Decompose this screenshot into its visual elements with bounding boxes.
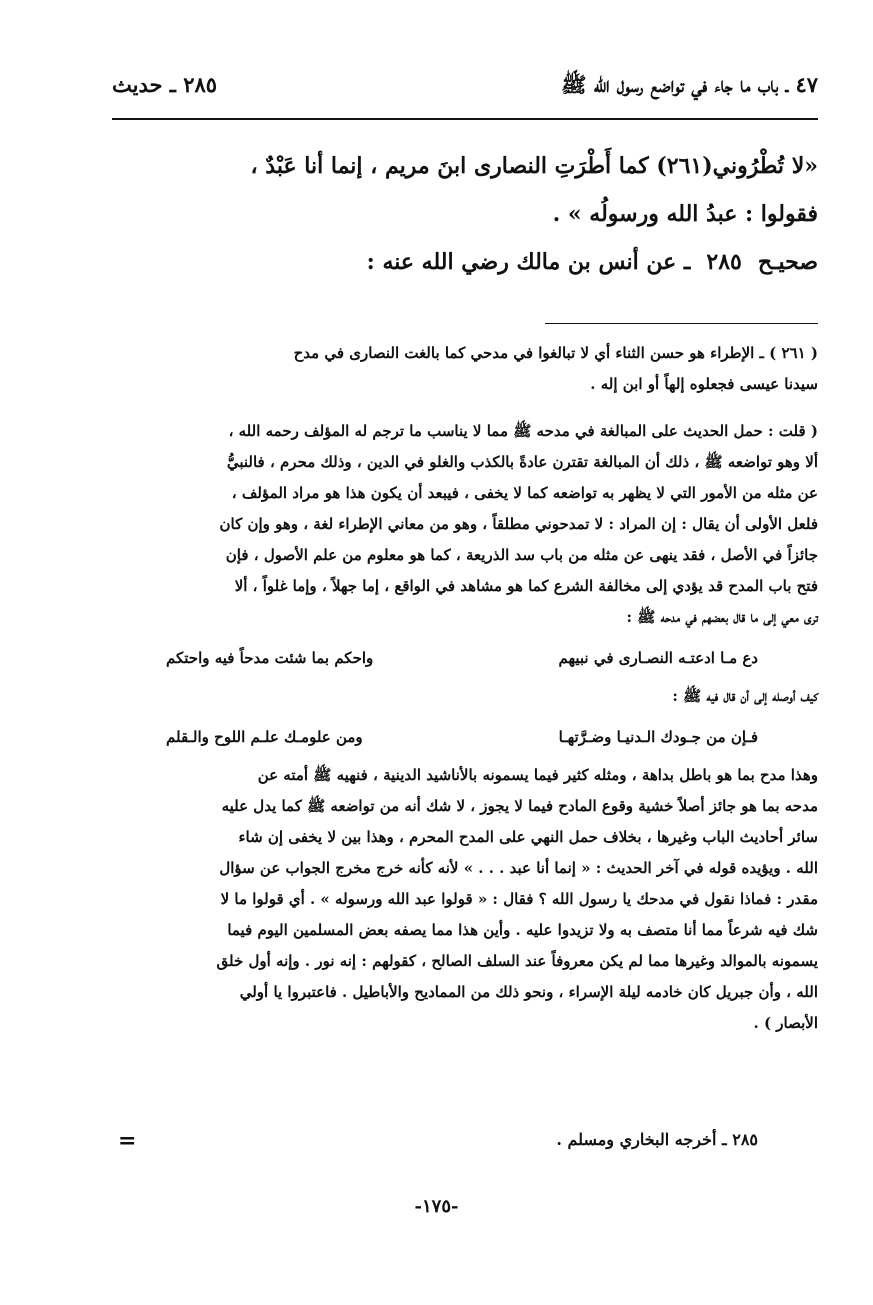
hadith-grade-line — [112, 238, 818, 286]
commentary-line: جائزاً في الأصل ، فقد ينهى عن مثله من باب سد الذريعة ، كما هو معلوم من علم الأصول ، فإن — [225, 546, 818, 564]
commentary-line: مقدر : فماذا نقول في مدحك يا رسول الله ؟ فقال : « قولوا عبد الله ورسوله » . أي قولوا ما لا — [220, 890, 818, 908]
commentary-line: كيف أوصله إلى أن قال فيه ﷺ : — [672, 687, 818, 705]
notes-section — [112, 338, 818, 1039]
hadith-number: ٢٨٥ — [706, 249, 742, 275]
hadith-line-1: «لا تُطْرُوني(٢٦١) كما أَطْرَتِ النصارى ابنَ مريم ، إنما أنا عَبْدٌ ، — [250, 153, 818, 179]
commentary-line: فلعل الأولى أن يقال : إن المراد : لا تمدحوني مطلقاً ، وهو من معاني الإطراء لغة ، وهو وإن كان — [219, 515, 818, 533]
commentary-line: ( قلت : حمل الحديث على المبالغة في مدحه ﷺ مما لا يناسب ما ترجم له المؤلف رحمه الله ، — [228, 422, 818, 440]
hadith-label: ٢٨٥ ـ حديث — [112, 72, 218, 97]
commentary-line: ترى معي إلى ما قال بعضهم في مدحه ﷺ : — [626, 608, 818, 626]
commentary-line: ألا وهو تواضعه ﷺ ، ذلك أن المبالغة تقترن عادةً بالكذب والغلو في الدين ، وذلك محرم ، فالنبيُّ — [226, 453, 818, 471]
verse-hemistich-left: واحكم بما شئت مدحاً فيه واحتكم — [166, 649, 374, 667]
commentary-line: وهذا مدح بما هو باطل بداهة ، ومثله كثير فيما يسمونه بالأناشيد الدينية ، فنهيه ﷺ أمته عن — [257, 766, 818, 784]
commentary-line: سائر أحاديث الباب وغيرها ، بخلاف حمل النهي على المدح المحرم ، وهذا بين لا يخفى إن شاء — [238, 828, 818, 846]
page-header — [112, 66, 818, 108]
commentary-line: الله . ويؤيده قوله في آخر الحديث : « إنما أنا عبد . . . » لأنه كأنه خرج مخرج الجواب عن سؤال — [219, 859, 818, 877]
source-text: ٢٨٥ ـ أخرجه البخاري ومسلم . — [556, 1130, 758, 1149]
page-number: -١٧٥- — [414, 1196, 459, 1217]
commentary-line: عن مثله من الأمور التي لا يظهر به تواضعه كما لا يخفى ، فيبعد أن يكون هذا هو مراد المؤلف ، — [231, 484, 818, 502]
footnote-line: ( ٢٦١ ) ـ الإطراء هو حسن الثناء أي لا تبالغوا في مدحي كما بالغت النصارى في مدح — [293, 344, 818, 362]
hadith-line-2: فقولوا : عبدُ الله ورسولُه » . — [552, 201, 818, 227]
hadith-grade: صحيـح — [757, 249, 818, 275]
verse-hemistich-left: ومن علومـك علـم اللوح والـقلم — [166, 728, 363, 746]
header-divider — [112, 118, 818, 120]
hadith-narrator: ـ عن أنس بن مالك رضي الله عنه : — [366, 249, 691, 275]
poem-verse-2 — [112, 712, 818, 760]
chapter-title: ٤٧ ـ باب ما جاء في تواضع رسول الله ﷺ — [561, 72, 818, 97]
commentary-line: شك فيه شرعاً مما أنا متصف به ولا تزيدوا عليه . وأين هذا مما يصفه بعض المسلمين اليوم فيما — [227, 921, 818, 939]
source-note — [112, 1128, 818, 1164]
footnote-divider — [545, 323, 818, 324]
commentary-line: الأبصار ) . — [753, 1014, 818, 1032]
commentary-line: يسمونه بالموالد وغيرها مما لم يكن معروفاً عند السلف الصالح ، كقولهم : إنه نور . وإنه أول خلق — [216, 952, 818, 970]
commentary-line: الله ، وأن جبريل كان خادمه ليلة الإسراء ، ونحو ذلك من المماديح والأباطيل . فاعتبروا يا أولي — [239, 983, 818, 1001]
commentary-line: فتح باب المدح قد يؤدي إلى مخالفة الشرع كما هو مشاهد في الواقع ، إما جهلاً ، وإما غلواً ، ألا — [234, 577, 818, 595]
commentary-line: مدحه بما هو جائز أصلاً خشية وقوع المادح فيما لا يجوز ، لا شك أنه من تواضعه ﷺ كما يدل عليه — [221, 797, 818, 815]
verse-hemistich-right: فـإن من جـودك الـدنيـا وضـرَّتهـا — [558, 728, 758, 746]
continuation-mark: = — [118, 1128, 137, 1154]
verse-hemistich-right: دع مـا ادعتـه النصـارى في نبيهم — [558, 649, 758, 667]
footnote-line: سيدنا عيسى فجعلوه إلهاً أو ابن إله . — [590, 375, 818, 393]
hadith-text — [112, 142, 818, 286]
poem-verse-1 — [112, 633, 818, 681]
